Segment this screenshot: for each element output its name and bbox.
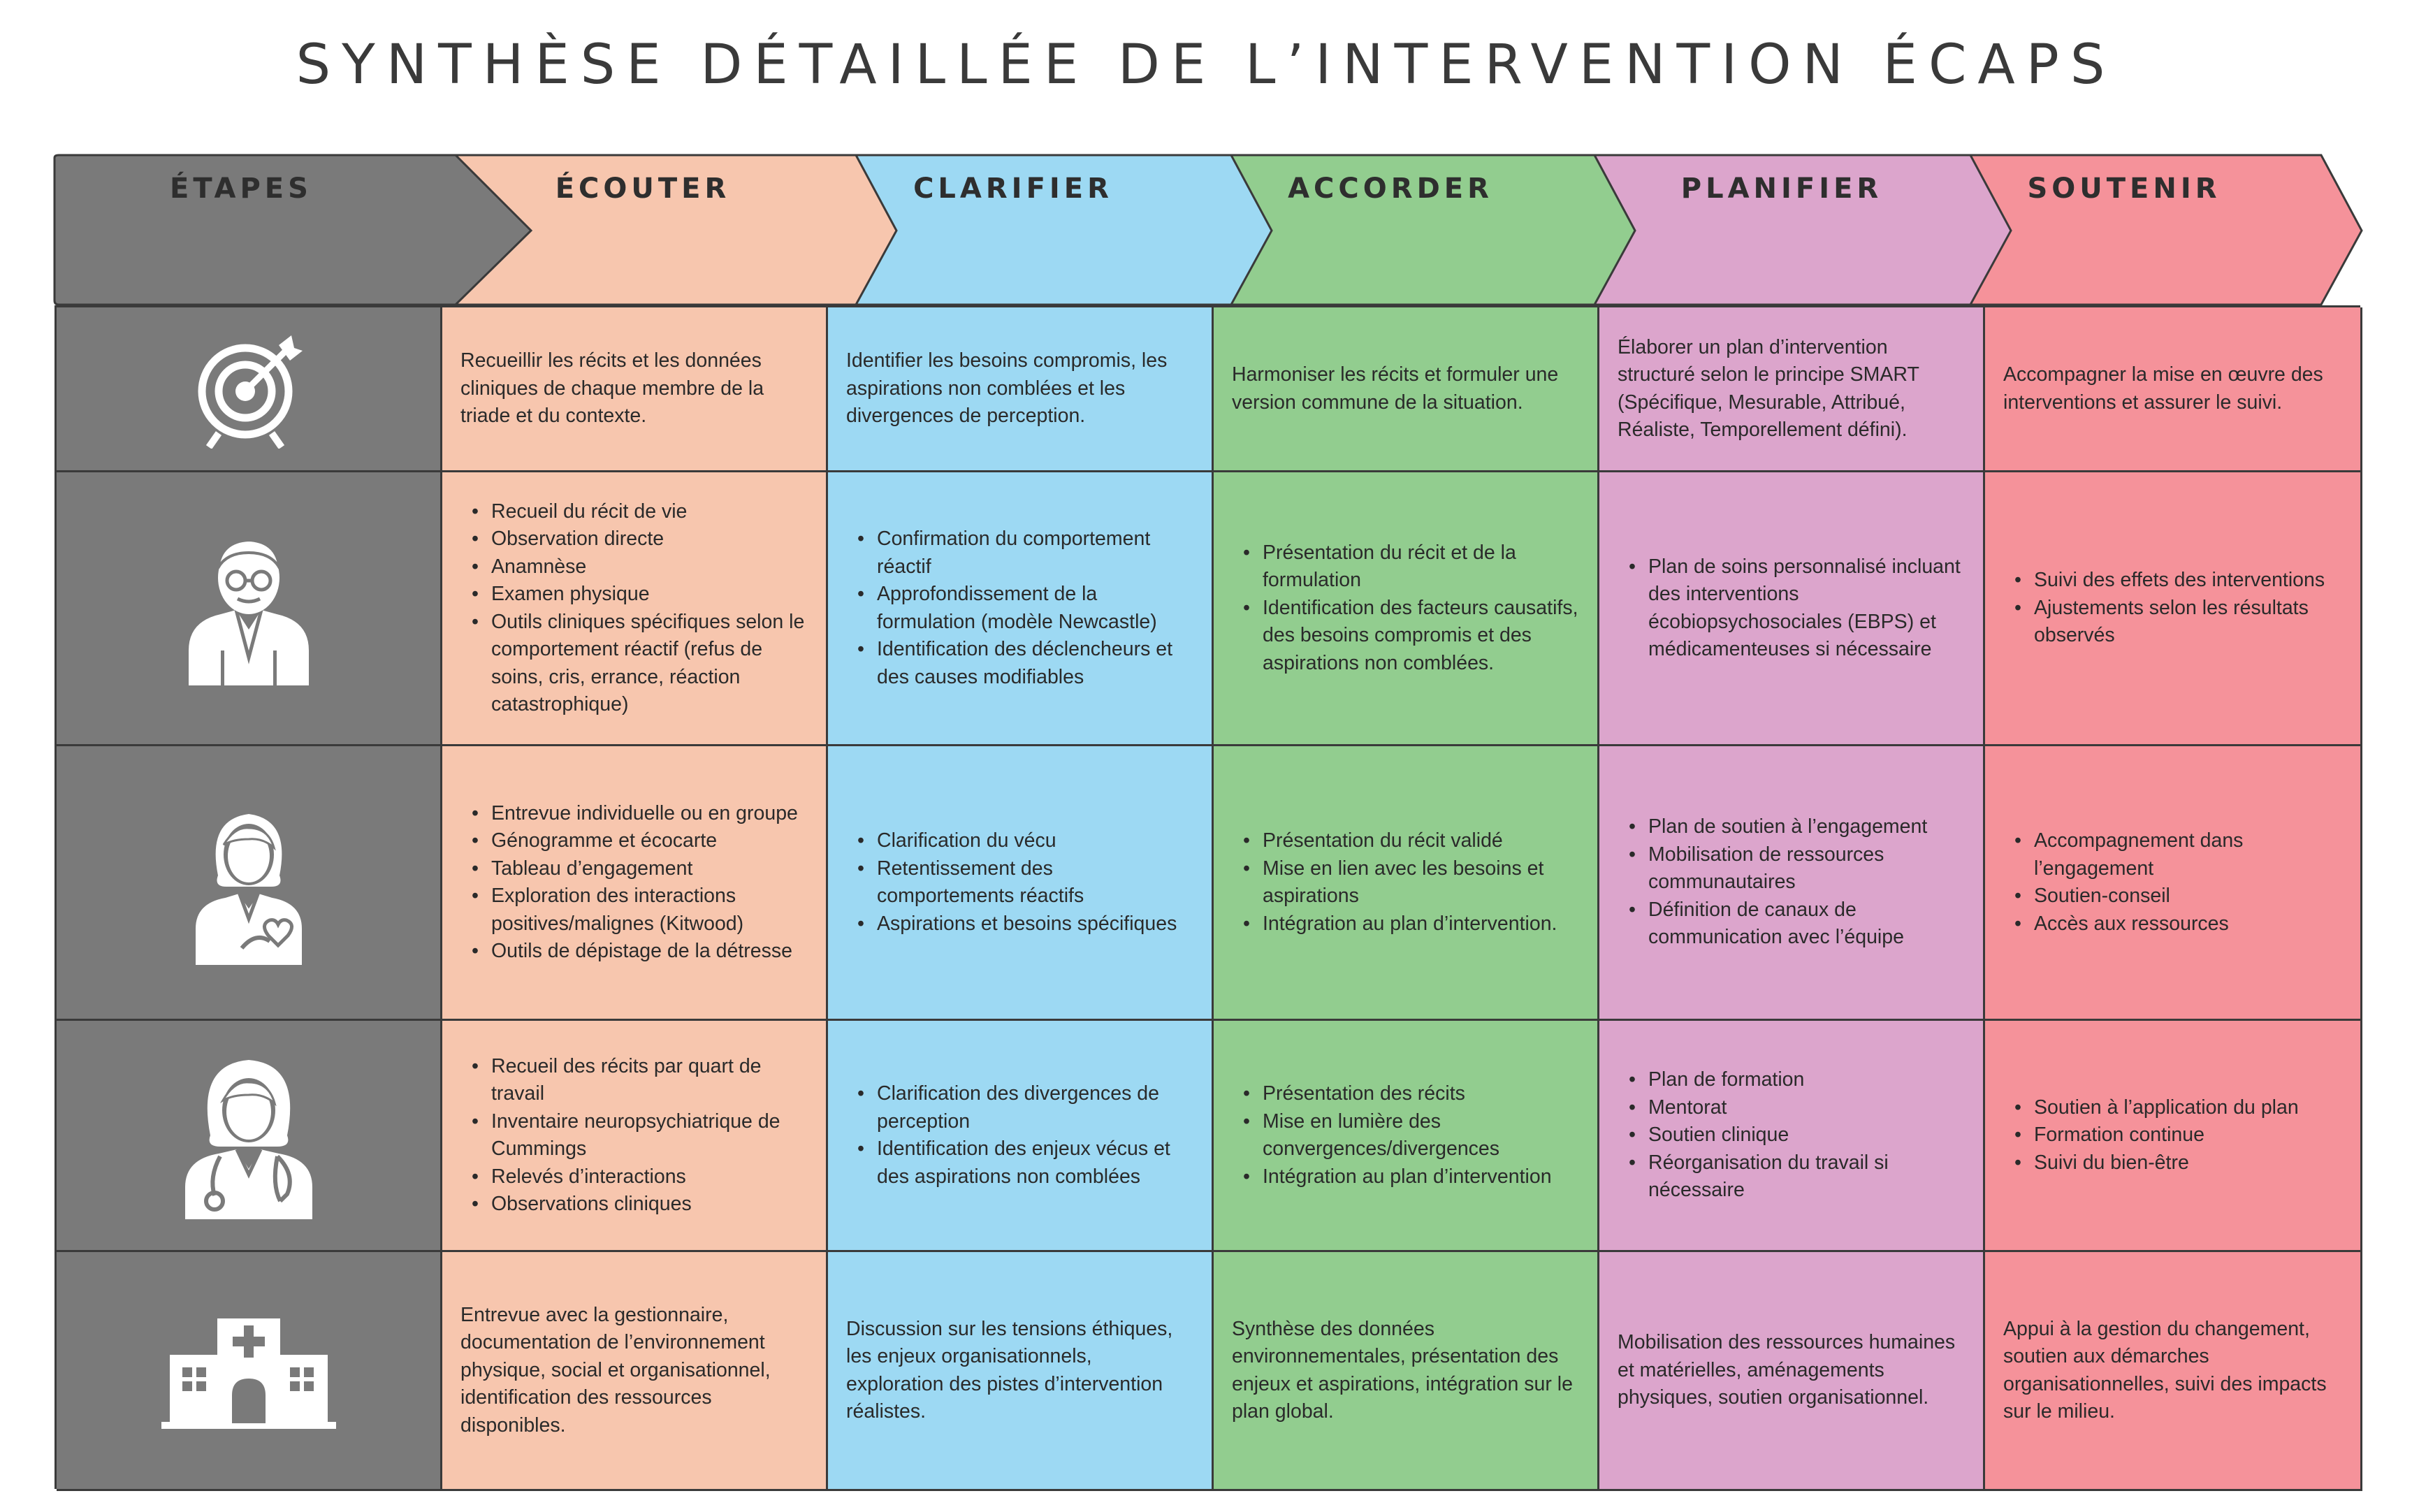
list-item: • Identification des enjeux vécus et des aspirations non comblées [877, 1135, 1193, 1191]
row-icon-cell [57, 472, 442, 746]
list-item: • Mentorat [1648, 1094, 1965, 1122]
list-item: • Accès aux ressources [2034, 910, 2342, 938]
list-item: • Accompagnement dans l’engagement [2034, 827, 2342, 882]
list-item: • Observations cliniques [491, 1191, 808, 1219]
list-item: • Plan de soutien à l’engagement [1648, 813, 1965, 841]
list-item: • Suivi des effets des interventions [2034, 567, 2342, 595]
list-item: • Plan de soins personnalisé incluant des interventions écobiopsychosociales (EBPS) et médicamenteuses si nécessaire [1648, 553, 1965, 664]
list-item: • Approfondissement de la formulation (modèle Newcastle) [877, 581, 1193, 636]
list-item: • Ajustements selon les résultats observés [2034, 595, 2342, 650]
cell-accorder-caregiver [1214, 746, 1599, 1021]
list-item: • Recueil des récits par quart de travail [491, 1053, 808, 1108]
list-item: • Intégration au plan d’intervention. [1263, 910, 1579, 938]
list-item: • Tableau d’engagement [491, 855, 808, 883]
list-item: • Plan de formation [1648, 1066, 1965, 1094]
cell-soutenir-staff [1985, 1021, 2362, 1252]
cell-soutenir-caregiver [1985, 746, 2362, 1021]
list-item: • Anamnèse [491, 553, 808, 581]
cell-clarifier-staff [828, 1021, 1214, 1252]
list-item: • Outils de dépistage de la détresse [491, 938, 808, 966]
list-item: • Intégration au plan d’intervention [1263, 1163, 1579, 1191]
intervention-table [55, 305, 2360, 1489]
cell-planifier-organization: Mobilisation des ressources humaines et matérielles, aménagements physiques, soutien organisationnel. [1599, 1252, 1985, 1491]
list-item: • Définition de canaux de communication avec l’équipe [1648, 896, 1965, 952]
list-item: • Mobilisation de ressources communautaires [1648, 841, 1965, 896]
cell-clarifier-person [828, 472, 1214, 746]
list-item: • Présentation des récits [1263, 1080, 1579, 1108]
cell-accorder-objective: Harmoniser les récits et formuler une version commune de la situation. [1214, 307, 1599, 472]
list-item: • Présentation du récit validé [1263, 827, 1579, 855]
list-item: • Confirmation du comportement réactif [877, 525, 1193, 581]
cell-ecouter-organization: Entrevue avec la gestionnaire, documentation de l’environnement physique, social et organisationnel, identification des ressources disponibles. [442, 1252, 828, 1491]
cell-soutenir-person [1985, 472, 2362, 746]
cell-ecouter-objective: Recueillir les récits et les données cliniques de chaque membre de la triade et du contexte. [442, 307, 828, 472]
elderly-person-icon [179, 532, 319, 685]
header-planifier: PLANIFIER [1680, 173, 1883, 205]
list-item: • Formation continue [2034, 1121, 2299, 1149]
list-item: • Recueil du récit de vie [491, 498, 808, 526]
cell-planifier-objective: Élaborer un plan d’intervention structuré selon le principe SMART (Spécifique, Mesurable, Attribué, Réaliste, Temporellement défini). [1599, 307, 1985, 472]
cell-soutenir-organization: Appui à la gestion du changement, soutien aux démarches organisationnelles, suivi des impacts sur le milieu. [1985, 1252, 2362, 1491]
list-item: • Mise en lien avec les besoins et aspirations [1263, 855, 1579, 910]
list-item: • Soutien clinique [1648, 1121, 1965, 1149]
list-item: • Clarification du vécu [877, 827, 1193, 855]
list-item: • Suivi du bien-être [2034, 1149, 2299, 1177]
list-item: • Relevés d’interactions [491, 1163, 808, 1191]
cell-clarifier-objective: Identifier les besoins compromis, les aspirations non comblées et les divergences de perception. [828, 307, 1214, 472]
nurse-stethoscope-icon [175, 1052, 322, 1219]
cell-accorder-staff [1214, 1021, 1599, 1252]
cell-ecouter-staff [442, 1021, 828, 1252]
list-item: • Exploration des interactions positives/malignes (Kitwood) [491, 882, 808, 938]
row-icon-cell [57, 307, 442, 472]
row-icon-cell [57, 1021, 442, 1252]
list-item: • Présentation du récit et de la formulation [1263, 539, 1579, 595]
list-item: • Outils cliniques spécifiques selon le comportement réactif (refus de soins, cris, errance, réaction catastrophique) [491, 609, 808, 719]
row-icon-cell [57, 746, 442, 1021]
header-ecouter: ÉCOUTER [555, 173, 731, 205]
list-item: • Observation directe [491, 525, 808, 553]
list-item: • Réorganisation du travail si nécessaire [1648, 1149, 1965, 1205]
list-item: • Retentissement des comportements réactifs [877, 855, 1193, 910]
hospital-building-icon [161, 1311, 336, 1430]
cell-planifier-caregiver [1599, 746, 1985, 1021]
caregiver-heart-icon [179, 799, 319, 966]
cell-clarifier-caregiver [828, 746, 1214, 1021]
header-clarifier: CLARIFIER [913, 173, 1113, 205]
cell-accorder-person [1214, 472, 1599, 746]
cell-planifier-person [1599, 472, 1985, 746]
list-item: • Soutien à l’application du plan [2034, 1094, 2299, 1122]
row-icon-cell [57, 1252, 442, 1491]
list-item: • Entrevue individuelle ou en groupe [491, 800, 808, 828]
list-item: • Soutien-conseil [2034, 882, 2342, 910]
cell-ecouter-person [442, 472, 828, 746]
list-item: • Identification des facteurs causatifs, des besoins compromis et des aspirations non comblées. [1263, 595, 1579, 678]
list-item: • Aspirations et besoins spécifiques [877, 910, 1193, 938]
list-item: • Examen physique [491, 581, 808, 609]
cell-ecouter-caregiver [442, 746, 828, 1021]
list-item: • Identification des déclencheurs et des causes modifiables [877, 636, 1193, 691]
cell-clarifier-organization: Discussion sur les tensions éthiques, les enjeux organisationnels, exploration des pistes d’intervention réalistes. [828, 1252, 1214, 1491]
header-accorder: ACCORDER [1288, 173, 1493, 205]
target-icon [189, 330, 308, 449]
cell-planifier-staff [1599, 1021, 1985, 1252]
list-item: • Inventaire neuropsychiatrique de Cummings [491, 1108, 808, 1163]
header-soutenir: SOUTENIR [2027, 173, 2221, 205]
list-item: • Clarification des divergences de perception [877, 1080, 1193, 1135]
page-title: SYNTHÈSE DÉTAILLÉE DE L’INTERVENTION ÉCAPS [296, 34, 2116, 96]
cell-accorder-organization: Synthèse des données environnementales, présentation des enjeux et aspirations, intégration sur le plan global. [1214, 1252, 1599, 1491]
list-item: • Mise en lumière des convergences/divergences [1263, 1108, 1579, 1163]
list-item: • Génogramme et écocarte [491, 827, 808, 855]
header-etapes: ÉTAPES [170, 173, 312, 205]
cell-soutenir-objective: Accompagner la mise en œuvre des interventions et assurer le suivi. [1985, 307, 2362, 472]
